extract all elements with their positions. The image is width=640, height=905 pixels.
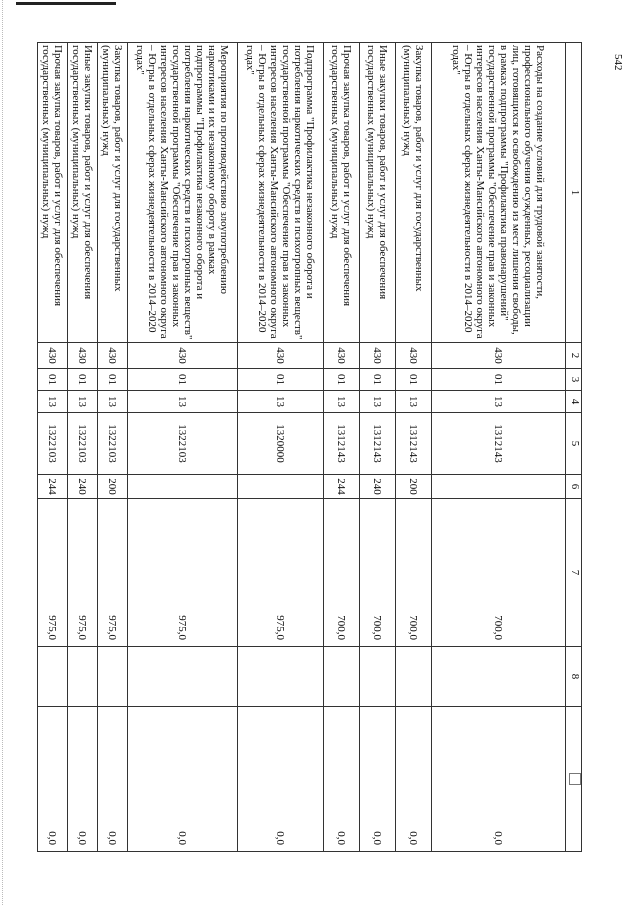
table-row <box>432 43 566 852</box>
row-name: Закупка товаров, работ и услуг для государственных (муниципальных) нужд <box>98 43 128 343</box>
table-row <box>98 43 128 852</box>
cell-code-3: 01 <box>128 369 238 391</box>
header-cell: 6 <box>566 475 582 499</box>
table-row <box>324 43 360 852</box>
cell-code-4: 13 <box>68 391 98 413</box>
cell-code-2: 430 <box>432 343 566 369</box>
cell-amount-9: 0,0 <box>68 707 98 852</box>
budget-table <box>37 42 582 852</box>
header-cell: 7 <box>566 499 582 647</box>
cell-code-6: 200 <box>98 475 128 499</box>
table-row <box>396 43 432 852</box>
cell-code-5: 1312143 <box>396 413 432 475</box>
table-row <box>360 43 396 852</box>
cell-amount-8 <box>38 647 68 707</box>
rotated-table-container <box>40 42 582 851</box>
header-cell: 5 <box>566 413 582 475</box>
cell-code-5: 1320000 <box>238 413 324 475</box>
cell-code-2: 430 <box>324 343 360 369</box>
cell-code-5: 1322103 <box>128 413 238 475</box>
cell-amount-9: 0,0 <box>360 707 396 852</box>
cell-code-5: 1312143 <box>324 413 360 475</box>
row-name: Иные закупки товаров, работ и услуг для обеспечения государственных (муниципальных) нужд <box>68 43 98 343</box>
cell-amount-7: 975,0 <box>38 499 68 647</box>
cell-amount-9: 0,0 <box>324 707 360 852</box>
cell-code-5: 1312143 <box>360 413 396 475</box>
cell-amount-9: 0,0 <box>238 707 324 852</box>
header-cell: 4 <box>566 391 582 413</box>
cell-amount-8 <box>128 647 238 707</box>
cell-amount-7: 700,0 <box>360 499 396 647</box>
cell-code-3: 01 <box>360 369 396 391</box>
cell-amount-7: 975,0 <box>98 499 128 647</box>
header-cell: 1 <box>566 43 582 343</box>
row-name: Закупка товаров, работ и услуг для государственных (муниципальных) нужд <box>396 43 432 343</box>
row-name: Прочая закупка товаров, работ и услуг для обеспечения государственных (муниципальных) нужд <box>324 43 360 343</box>
table-row <box>238 43 324 852</box>
cell-amount-9: 0,0 <box>38 707 68 852</box>
row-name: Иные закупки товаров, работ и услуг для обеспечения государственных (муниципальных) нужд <box>360 43 396 343</box>
cell-code-5: 1322103 <box>38 413 68 475</box>
header-cell-empty <box>566 707 582 852</box>
cell-amount-8 <box>432 647 566 707</box>
cell-code-2: 430 <box>68 343 98 369</box>
table-row <box>38 43 68 852</box>
cell-code-2: 430 <box>38 343 68 369</box>
cell-code-6 <box>128 475 238 499</box>
table-row <box>128 43 238 852</box>
cell-amount-9: 0,0 <box>128 707 238 852</box>
cell-code-6: 244 <box>324 475 360 499</box>
cell-amount-9: 0,0 <box>98 707 128 852</box>
cell-amount-8 <box>68 647 98 707</box>
cell-code-4: 13 <box>360 391 396 413</box>
cell-code-4: 13 <box>98 391 128 413</box>
header-row <box>566 43 582 852</box>
cell-code-3: 01 <box>98 369 128 391</box>
header-cell: 2 <box>566 343 582 369</box>
cell-code-4: 13 <box>238 391 324 413</box>
cell-code-2: 430 <box>396 343 432 369</box>
row-name: Подпрограмма "Профилактика незаконного оборота и потребления наркотических средств и психотропных веществ" государственной программы "Обеспечение прав и законных интересов населения Ханты-Мансийского автономного округа – Югры в отдельных сферах жизнедеятельности в 2014–2020 годах" <box>238 43 324 343</box>
table-row <box>68 43 98 852</box>
row-name: Расходы на создание условий для трудовой занятости, профессионального обучения осужденных, ресоциализации лиц, готовящихся к освобождению из мест лишения свободы, в рамках подпрограммы "Профилактика правонарушений" государственной программы "Обеспечение прав и законных интересов населения Ханты-Мансийского автономного округа – Югры в отдельных сферах жизнедеятельности в 2014–2020 годах" <box>432 43 566 343</box>
cell-code-6 <box>238 475 324 499</box>
row-name: Мероприятия по противодействию злоупотреблению наркотиками и их незаконному обороту в рамках подпрограммы "Профилактика незаконного оборота и потребления наркотических средств и психотропных веществ" государственной программы "Обеспечение прав и законных интересов населения Ханты-Мансийского автономного округа – Югры в отдельных сферах жизнедеятельности в 2014–2020 годах" <box>128 43 238 343</box>
cell-code-6: 244 <box>38 475 68 499</box>
cell-amount-7: 700,0 <box>432 499 566 647</box>
page-number: 542 <box>612 54 624 71</box>
cell-code-2: 430 <box>98 343 128 369</box>
cell-code-4: 13 <box>396 391 432 413</box>
cell-code-4: 13 <box>324 391 360 413</box>
cell-code-4: 13 <box>38 391 68 413</box>
scan-edge <box>2 0 3 905</box>
cell-amount-7: 975,0 <box>238 499 324 647</box>
cell-code-2: 430 <box>238 343 324 369</box>
cell-amount-8 <box>396 647 432 707</box>
cell-amount-7: 700,0 <box>324 499 360 647</box>
cell-code-2: 430 <box>360 343 396 369</box>
cell-code-3: 01 <box>396 369 432 391</box>
cell-code-6: 240 <box>360 475 396 499</box>
cell-amount-9: 0,0 <box>432 707 566 852</box>
cell-amount-8 <box>98 647 128 707</box>
cell-code-5: 1312143 <box>432 413 566 475</box>
cell-code-3: 01 <box>238 369 324 391</box>
cell-amount-8 <box>360 647 396 707</box>
header-cell: 3 <box>566 369 582 391</box>
cell-code-4: 13 <box>432 391 566 413</box>
cell-code-3: 01 <box>38 369 68 391</box>
cell-code-6 <box>432 475 566 499</box>
header-cell: 8 <box>566 647 582 707</box>
cell-code-6: 200 <box>396 475 432 499</box>
cell-code-5: 1322103 <box>98 413 128 475</box>
cell-code-3: 01 <box>324 369 360 391</box>
cell-code-6: 240 <box>68 475 98 499</box>
top-rule <box>16 2 116 5</box>
checkbox-square-icon <box>569 773 581 785</box>
cell-amount-7: 975,0 <box>128 499 238 647</box>
cell-code-5: 1322103 <box>68 413 98 475</box>
cell-amount-9: 0,0 <box>396 707 432 852</box>
cell-code-4: 13 <box>128 391 238 413</box>
cell-amount-7: 975,0 <box>68 499 98 647</box>
row-name: Прочая закупка товаров, работ и услуг для обеспечения государственных (муниципальных) нужд <box>38 43 68 343</box>
cell-code-3: 01 <box>68 369 98 391</box>
cell-amount-8 <box>324 647 360 707</box>
cell-code-2: 430 <box>128 343 238 369</box>
cell-amount-7: 700,0 <box>396 499 432 647</box>
cell-code-3: 01 <box>432 369 566 391</box>
cell-amount-8 <box>238 647 324 707</box>
